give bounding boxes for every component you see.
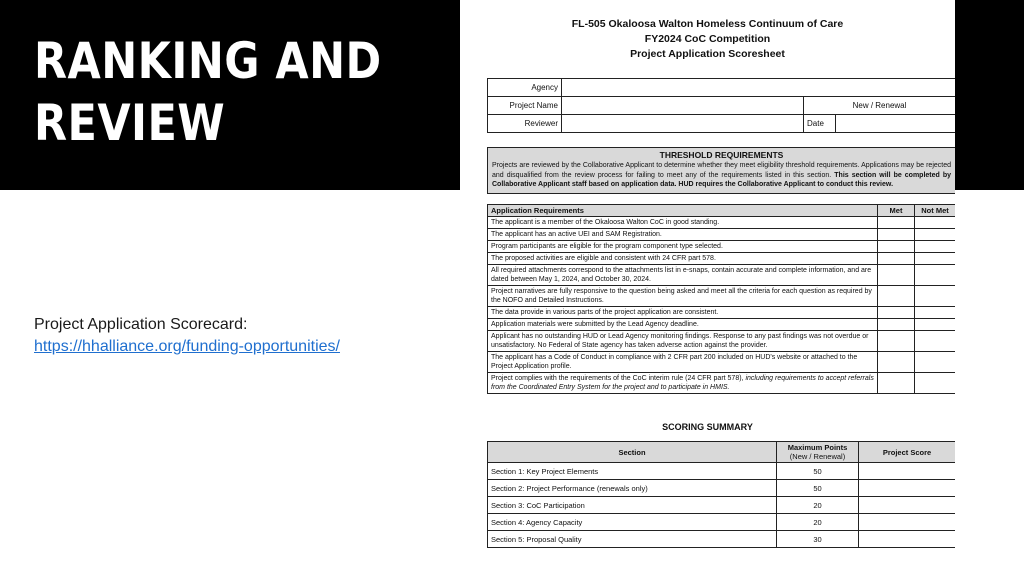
section-name: Section 5: Proposal Quality <box>488 531 777 548</box>
max-points-header <box>777 442 859 463</box>
max-points-line-1: Maximum Points <box>787 443 848 452</box>
date-field[interactable] <box>836 115 956 133</box>
threshold-title: THRESHOLD REQUIREMENTS <box>659 150 784 160</box>
funding-link[interactable]: https://hhalliance.org/funding-opportunities/ <box>34 338 340 355</box>
section-name: Section 2: Project Performance (renewals only) <box>488 480 777 497</box>
max-points: 30 <box>777 531 859 548</box>
project-info-form <box>487 78 955 133</box>
table-row <box>488 531 956 548</box>
project-score-field[interactable] <box>859 480 956 497</box>
requirement-text: Applicant has no outstanding HUD or Lead Agency monitoring findings. Response to any past findings was not overdue or unsatisfactory. No Federal of State agency has taken adverse action against the provider. <box>488 331 878 352</box>
not-met-checkbox[interactable] <box>915 352 956 373</box>
not-met-checkbox[interactable] <box>915 229 956 241</box>
project-score-field[interactable] <box>859 497 956 514</box>
max-points: 20 <box>777 514 859 531</box>
table-row <box>488 352 956 373</box>
threshold-requirements-box <box>487 147 955 194</box>
section-name: Section 3: CoC Participation <box>488 497 777 514</box>
requirement-text: The proposed activities are eligible and consistent with 24 CFR part 578. <box>488 253 878 265</box>
table-row <box>488 373 956 394</box>
title-line-1: RANKING AND <box>34 32 382 90</box>
threshold-body: Projects are reviewed by the Collaborative Applicant to determine whether they meet eligibility threshold requirements. Applications may be rejected and disqualified from the review process for failing to meet any of the requirements listed in this section. <box>492 162 951 179</box>
max-points: 50 <box>777 463 859 480</box>
met-header: Met <box>878 205 915 217</box>
new-renewal-label: New / Renewal <box>804 97 956 115</box>
met-checkbox[interactable] <box>878 253 915 265</box>
section-name: Section 4: Agency Capacity <box>488 514 777 531</box>
not-met-checkbox[interactable] <box>915 307 956 319</box>
max-points: 20 <box>777 497 859 514</box>
agency-label: Agency <box>488 79 562 97</box>
met-checkbox[interactable] <box>878 265 915 286</box>
met-checkbox[interactable] <box>878 286 915 307</box>
project-score-field[interactable] <box>859 463 956 480</box>
note-label: Project Application Scorecard: <box>34 316 248 333</box>
threshold-text <box>492 161 951 190</box>
not-met-checkbox[interactable] <box>915 319 956 331</box>
max-points-line-2: (New / Renewal) <box>789 452 846 461</box>
requirements-header: Application Requirements <box>488 205 878 217</box>
slide-title <box>34 30 382 154</box>
doc-header-line-3: Project Application Scoresheet <box>630 48 785 60</box>
requirement-plain: Project complies with the requirements of the CoC interim rule (24 CFR part 578), <box>491 375 744 382</box>
requirement-text: All required attachments correspond to the attachments list in e-snaps, contain accurate and complete information, and are dated between May 1, 2024, and October 30, 2024. <box>488 265 878 286</box>
scoring-summary-title: SCORING SUMMARY <box>662 422 753 432</box>
table-row <box>488 514 956 531</box>
project-score-field[interactable] <box>859 531 956 548</box>
project-name-label: Project Name <box>488 97 562 115</box>
max-points: 50 <box>777 480 859 497</box>
requirement-text: Application materials were submitted by the Lead Agency deadline. <box>488 319 878 331</box>
not-met-checkbox[interactable] <box>915 373 956 394</box>
requirement-text: The applicant has a Code of Conduct in compliance with 2 CFR part 200 included on HUD's website or attached to the Project Application profile. <box>488 352 878 373</box>
not-met-checkbox[interactable] <box>915 286 956 307</box>
table-row <box>488 253 956 265</box>
title-block <box>0 0 460 190</box>
requirement-text <box>488 373 878 394</box>
not-met-checkbox[interactable] <box>915 331 956 352</box>
document-header <box>460 17 955 62</box>
table-row <box>488 480 956 497</box>
not-met-header: Not Met <box>915 205 956 217</box>
table-row <box>488 497 956 514</box>
met-checkbox[interactable] <box>878 373 915 394</box>
table-row <box>488 229 956 241</box>
requirement-text: The data provide in various parts of the project application are consistent. <box>488 307 878 319</box>
met-checkbox[interactable] <box>878 307 915 319</box>
table-row <box>488 217 956 229</box>
requirement-text: Project narratives are fully responsive to the question being asked and meet all the criteria for each question as required by the NOFO and Detailed Instructions. <box>488 286 878 307</box>
section-name: Section 1: Key Project Elements <box>488 463 777 480</box>
project-score-header: Project Score <box>859 442 956 463</box>
agency-field[interactable] <box>562 79 956 97</box>
met-checkbox[interactable] <box>878 352 915 373</box>
table-row <box>488 463 956 480</box>
not-met-checkbox[interactable] <box>915 253 956 265</box>
doc-header-line-2: FY2024 CoC Competition <box>644 33 771 45</box>
met-checkbox[interactable] <box>878 331 915 352</box>
doc-header-line-1: FL-505 Okaloosa Walton Homeless Continuum of Care <box>571 18 844 30</box>
project-score-field[interactable] <box>859 514 956 531</box>
met-checkbox[interactable] <box>878 217 915 229</box>
met-checkbox[interactable] <box>878 241 915 253</box>
section-header: Section <box>488 442 777 463</box>
not-met-checkbox[interactable] <box>915 265 956 286</box>
not-met-checkbox[interactable] <box>915 217 956 229</box>
requirement-italic: including requirements to accept referrals from the Coordinated Entry System for the project and to participate in HMIS. <box>491 375 874 391</box>
requirement-text: The applicant is a member of the Okaloosa Walton CoC in good standing. <box>488 217 878 229</box>
project-name-field[interactable] <box>562 97 804 115</box>
requirement-text: The applicant has an active UEI and SAM Registration. <box>488 229 878 241</box>
table-row <box>488 331 956 352</box>
reviewer-field[interactable] <box>562 115 804 133</box>
decorative-band <box>955 0 1024 190</box>
scoresheet-document <box>460 0 955 576</box>
table-row <box>488 286 956 307</box>
date-label: Date <box>804 115 836 133</box>
requirement-text: Program participants are eligible for the program component type selected. <box>488 241 878 253</box>
table-row <box>488 265 956 286</box>
scorecard-note <box>34 314 340 358</box>
title-line-2: REVIEW <box>34 94 226 152</box>
table-row <box>488 241 956 253</box>
met-checkbox[interactable] <box>878 319 915 331</box>
not-met-checkbox[interactable] <box>915 241 956 253</box>
table-row <box>488 307 956 319</box>
threshold-bold: This section will be completed by Collaborative Applicant staff based on application data. HUD requires the Collaborative Applicant to conduct this review. <box>492 171 952 188</box>
requirements-table <box>487 204 955 394</box>
scoring-summary-table <box>487 441 955 548</box>
reviewer-label: Reviewer <box>488 115 562 133</box>
table-row <box>488 319 956 331</box>
met-checkbox[interactable] <box>878 229 915 241</box>
